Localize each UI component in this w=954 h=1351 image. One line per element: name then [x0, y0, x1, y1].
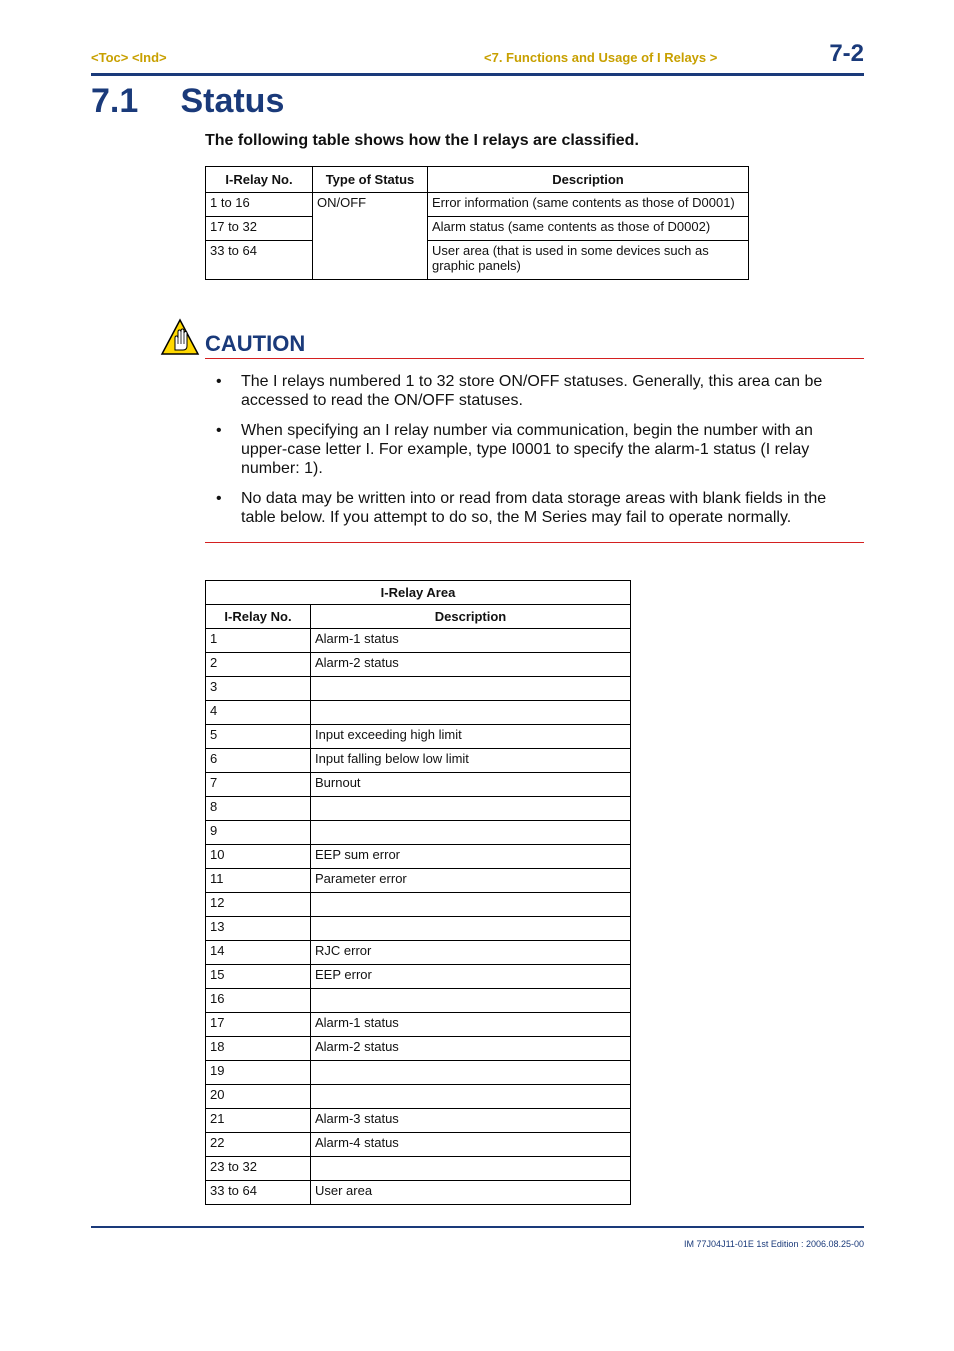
caution-top-rule	[205, 358, 864, 359]
table-row	[206, 773, 631, 797]
relay-no-cell: 3	[206, 677, 311, 701]
relay-no-cell: 16	[206, 989, 311, 1013]
table-row	[206, 1013, 631, 1037]
caution-text: The I relays numbered 1 to 32 store ON/OFF statuses. Generally, this area can be accessed to read the ON/OFF statuses.	[241, 373, 823, 409]
table-row	[206, 1037, 631, 1061]
relay-no-cell: 13	[206, 917, 311, 941]
table-row	[206, 725, 631, 749]
table-row	[206, 193, 749, 217]
caution-text: No data may be written into or read from data storage areas with blank fields in the table below. If you attempt to do so, the M Series may fail to operate normally.	[241, 490, 827, 526]
column-header: Description	[311, 605, 631, 629]
caution-title: CAUTION	[205, 331, 306, 356]
description-cell	[311, 1085, 631, 1109]
description-cell: Error information (same contents as those of D0001)	[428, 193, 749, 217]
table-row	[206, 1133, 631, 1157]
section-title	[91, 82, 284, 121]
table-row	[206, 965, 631, 989]
description-cell: Alarm-1 status	[311, 1013, 631, 1037]
relay-no-cell: 6	[206, 749, 311, 773]
caution-list	[216, 372, 846, 538]
table-row	[206, 241, 749, 280]
relay-no-cell: 20	[206, 1085, 311, 1109]
table-header-row	[206, 605, 631, 629]
description-cell	[311, 821, 631, 845]
table-row	[206, 1157, 631, 1181]
column-header: I-Relay No.	[206, 605, 311, 629]
table-header-row	[206, 167, 749, 193]
intro-text: The following table shows how the I relays are classified.	[205, 132, 639, 149]
relay-no-cell: 17 to 32	[206, 217, 313, 241]
column-header: I-Relay No.	[206, 167, 313, 193]
i-relay-area-table	[205, 580, 631, 1205]
description-cell	[311, 1157, 631, 1181]
table-title: I-Relay Area	[206, 581, 631, 605]
relay-no-cell: 18	[206, 1037, 311, 1061]
table-row	[206, 869, 631, 893]
caution-bottom-rule	[205, 542, 864, 543]
table-row	[206, 917, 631, 941]
relay-no-cell: 33 to 64	[206, 1181, 311, 1205]
description-cell	[311, 989, 631, 1013]
list-item: • When specifying an I relay number via communication, begin the number with an upper-case letter I. For example, type I0001 to specify the alarm-1 status (I relay number: 1).	[216, 422, 813, 477]
table-row	[206, 989, 631, 1013]
page-number: 7-2	[829, 40, 864, 67]
description-cell: User area (that is used in some devices such as graphic panels)	[428, 241, 749, 280]
description-cell: Burnout	[311, 773, 631, 797]
ind-link[interactable]: <Ind>	[131, 50, 167, 65]
relay-no-cell: 8	[206, 797, 311, 821]
header-divider	[91, 73, 864, 76]
description-cell	[311, 917, 631, 941]
caution-text: When specifying an I relay number via communication, begin the number with an upper-case letter I. For example, type I0001 to specify the alarm-1 status (I relay number: 1).	[241, 422, 813, 477]
description-cell: EEP error	[311, 965, 631, 989]
description-cell	[311, 677, 631, 701]
relay-no-cell: 21	[206, 1109, 311, 1133]
description-cell: Alarm-2 status	[311, 1037, 631, 1061]
list-item: • The I relays numbered 1 to 32 store ON/OFF statuses. Generally, this area can be accessed to read the ON/OFF statuses.	[216, 373, 823, 409]
column-header: Description	[428, 167, 749, 193]
toc-link[interactable]: <Toc>	[91, 50, 129, 65]
table-row	[206, 797, 631, 821]
description-cell: Parameter error	[311, 869, 631, 893]
relay-no-cell: 19	[206, 1061, 311, 1085]
description-cell: Alarm-2 status	[311, 653, 631, 677]
description-cell	[311, 893, 631, 917]
table-row	[206, 629, 631, 653]
description-cell: EEP sum error	[311, 845, 631, 869]
description-cell: Alarm-3 status	[311, 1109, 631, 1133]
table-row	[206, 1061, 631, 1085]
table-row	[206, 1181, 631, 1205]
classification-table	[205, 166, 749, 280]
relay-no-cell: 7	[206, 773, 311, 797]
table-row	[206, 677, 631, 701]
document-id: IM 77J04J11-01E 1st Edition : 2006.08.25-00	[684, 1239, 864, 1249]
table-row	[206, 1109, 631, 1133]
relay-no-cell: 33 to 64	[206, 241, 313, 280]
description-cell: User area	[311, 1181, 631, 1205]
relay-no-cell: 4	[206, 701, 311, 725]
relay-no-cell: 1	[206, 629, 311, 653]
relay-no-cell: 9	[206, 821, 311, 845]
description-cell: Input falling below low limit	[311, 749, 631, 773]
caution-hand-icon	[160, 318, 200, 356]
table-row	[206, 653, 631, 677]
description-cell: Alarm-4 status	[311, 1133, 631, 1157]
description-cell: Alarm-1 status	[311, 629, 631, 653]
header-nav-links	[91, 50, 167, 65]
relay-no-cell: 23 to 32	[206, 1157, 311, 1181]
relay-no-cell: 14	[206, 941, 311, 965]
table-row	[206, 845, 631, 869]
relay-no-cell: 17	[206, 1013, 311, 1037]
table-row	[206, 893, 631, 917]
relay-no-cell: 1 to 16	[206, 193, 313, 217]
relay-no-cell: 22	[206, 1133, 311, 1157]
table-row	[206, 941, 631, 965]
section-heading: Status	[180, 82, 285, 120]
relay-no-cell: 12	[206, 893, 311, 917]
description-cell: RJC error	[311, 941, 631, 965]
relay-no-cell: 15	[206, 965, 311, 989]
relay-no-cell: 5	[206, 725, 311, 749]
table-row	[206, 217, 749, 241]
footer-divider	[91, 1226, 864, 1228]
type-of-status-cell: ON/OFF	[313, 193, 428, 280]
area-table-body	[206, 629, 631, 1205]
table-row	[206, 749, 631, 773]
relay-no-cell: 10	[206, 845, 311, 869]
description-cell: Alarm status (same contents as those of D0002)	[428, 217, 749, 241]
relay-no-cell: 11	[206, 869, 311, 893]
section-number: 7.1	[91, 82, 139, 120]
description-cell: Input exceeding high limit	[311, 725, 631, 749]
table-row	[206, 1085, 631, 1109]
description-cell	[311, 1061, 631, 1085]
table-row	[206, 821, 631, 845]
description-cell	[311, 701, 631, 725]
list-item: • No data may be written into or read from data storage areas with blank fields in the table below. If you attempt to do so, the M Series may fail to operate normally.	[216, 490, 827, 526]
relay-no-cell: 2	[206, 653, 311, 677]
table-title-row	[206, 581, 631, 605]
description-cell	[311, 797, 631, 821]
chapter-link[interactable]: <7. Functions and Usage of I Relays >	[484, 50, 718, 65]
column-header: Type of Status	[313, 167, 428, 193]
table-row	[206, 701, 631, 725]
